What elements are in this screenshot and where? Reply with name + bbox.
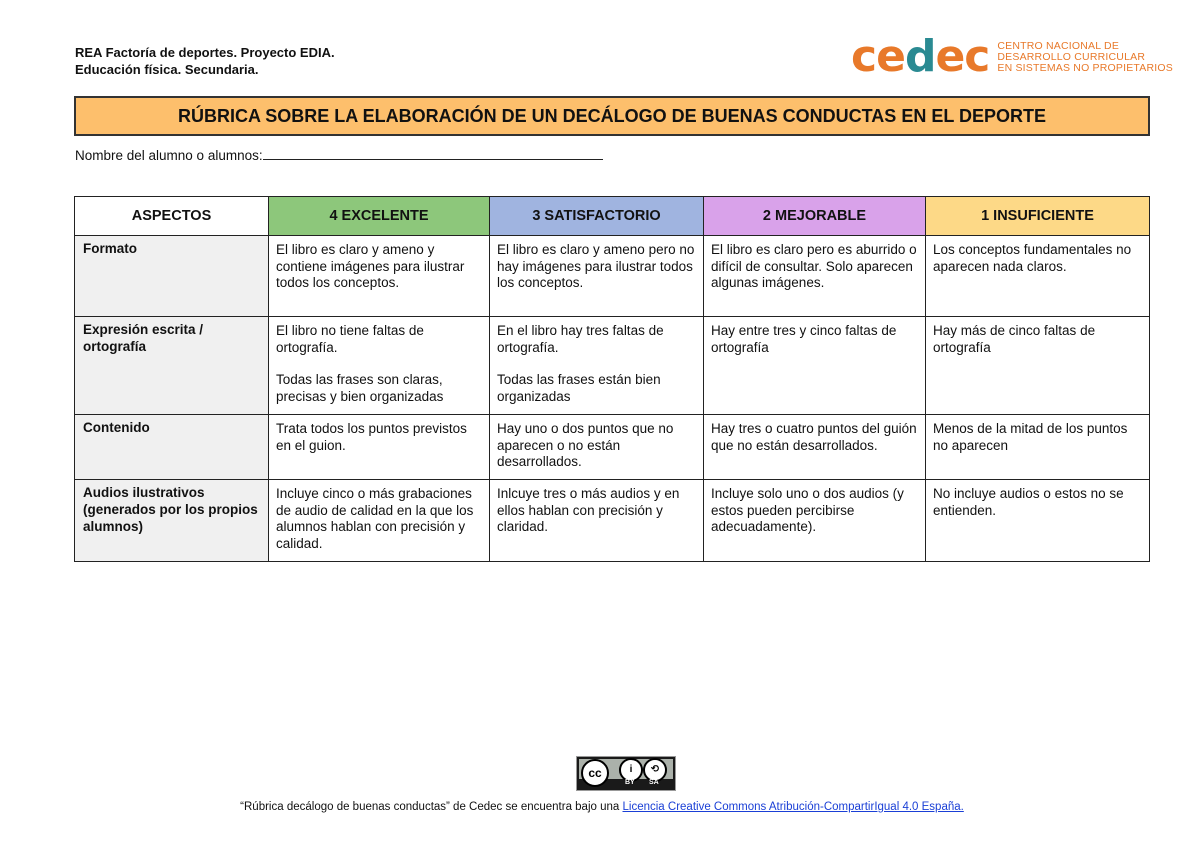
- criterion-cell: [490, 236, 704, 317]
- sa-icon: ⟲: [643, 758, 667, 782]
- cell-text: El libro no tiene faltas de ortografía.: [276, 323, 424, 355]
- criterion-cell: [269, 317, 490, 415]
- cell-text: Trata todos los puntos previstos en el guion.: [276, 421, 467, 453]
- criterion-cell: [490, 317, 704, 415]
- cell-text: Todas las frases están bien organizadas: [497, 372, 661, 404]
- table-row: [75, 415, 1150, 480]
- footer-text: “Rúbrica decálogo de buenas conductas” de Cedec se encuentra bajo una: [240, 801, 623, 813]
- criterion-cell: [490, 480, 704, 562]
- criterion-cell: [926, 480, 1150, 562]
- logo-sub-line-2: DESARROLLO CURRICULAR: [997, 50, 1146, 63]
- header-aspectos: ASPECTOS: [75, 197, 269, 236]
- by-icon: i: [619, 758, 643, 782]
- cedec-logo-subtitle: [997, 41, 1173, 74]
- cell-text: El libro es claro pero es aburrido o difícil de consultar. Solo aparecen algunas imágenes.: [711, 242, 917, 290]
- aspect-cell: Contenido: [75, 415, 269, 480]
- criterion-cell: [704, 480, 926, 562]
- criterion-cell: [704, 415, 926, 480]
- criterion-cell: [269, 236, 490, 317]
- aspect-cell: Expresión escrita / ortografía: [75, 317, 269, 415]
- license-footer: [0, 801, 1204, 813]
- criterion-cell: [269, 415, 490, 480]
- student-name-field: [75, 147, 603, 163]
- document-header: [75, 44, 335, 78]
- sa-label: SA: [649, 779, 659, 786]
- cell-text: El libro es claro y ameno pero no hay imágenes para ilustrar todos los conceptos.: [497, 242, 695, 290]
- header-satisfactorio: 3 SATISFACTORIO: [490, 197, 704, 236]
- cell-text: Los conceptos fundamentales no aparecen nada claros.: [933, 242, 1132, 274]
- criterion-cell: [926, 415, 1150, 480]
- by-label: BY: [625, 779, 635, 786]
- cell-text: Hay tres o cuatro puntos del guión que no están desarrollados.: [711, 421, 917, 453]
- rubric-header-row: [75, 197, 1150, 236]
- cell-text: Hay entre tres y cinco faltas de ortografía: [711, 323, 897, 355]
- criterion-cell: [490, 415, 704, 480]
- cc-by-sa-badge: [576, 756, 676, 791]
- cell-text: Inlcuye tres o más audios y en ellos hablan con precisión y claridad.: [497, 486, 680, 534]
- logo-sub-line-3: EN SISTEMAS NO PROPIETARIOS: [997, 61, 1173, 74]
- cell-text: Menos de la mitad de los puntos no aparecen: [933, 421, 1128, 453]
- table-row: [75, 480, 1150, 562]
- cell-text: Incluye solo uno o dos audios (y estos pueden percibirse adecuadamente).: [711, 486, 904, 534]
- criterion-cell: [704, 236, 926, 317]
- table-row: [75, 317, 1150, 415]
- cell-text: Hay más de cinco faltas de ortografía: [933, 323, 1096, 355]
- header-mejorable: 2 MEJORABLE: [704, 197, 926, 236]
- cell-text: El libro es claro y ameno y contiene imágenes para ilustrar todos los conceptos.: [276, 242, 465, 290]
- logo-part-3: ec: [935, 31, 990, 82]
- cell-text: Hay uno o dos puntos que no aparecen o no están desarrollados.: [497, 421, 674, 469]
- cedec-logo: [851, 31, 1173, 82]
- table-row: [75, 236, 1150, 317]
- header-excelente: 4 EXCELENTE: [269, 197, 490, 236]
- criterion-cell: [269, 480, 490, 562]
- cell-text: Todas las frases son claras, precisas y bien organizadas: [276, 372, 444, 404]
- aspect-cell: Formato: [75, 236, 269, 317]
- cell-text: En el libro hay tres faltas de ortografía.: [497, 323, 664, 355]
- logo-sub-line-1: CENTRO NACIONAL DE: [997, 39, 1120, 52]
- criterion-cell: [704, 317, 926, 415]
- rubric-table: [74, 196, 1150, 562]
- rubric-title: RÚBRICA SOBRE LA ELABORACIÓN DE UN DECÁLOGO DE BUENAS CONDUCTAS EN EL DEPORTE: [74, 96, 1150, 136]
- cell-text: Incluye cinco o más grabaciones de audio de calidad en la que los alumnos hablan con precisión y calidad.: [276, 486, 474, 551]
- header-insuficiente: 1 INSUFICIENTE: [926, 197, 1150, 236]
- aspect-cell: Audios ilustrativos (generados por los propios alumnos): [75, 480, 269, 562]
- header-line-2: Educación física. Secundaria.: [75, 62, 259, 77]
- cell-text: No incluye audios o estos no se entienden.: [933, 486, 1124, 518]
- header-line-1: REA Factoría de deportes. Proyecto EDIA.: [75, 45, 335, 60]
- criterion-cell: [926, 317, 1150, 415]
- student-name-blank: [263, 147, 603, 160]
- license-link[interactable]: Licencia Creative Commons Atribución-CompartirIgual 4.0 España.: [622, 801, 964, 813]
- student-name-label: Nombre del alumno o alumnos:: [75, 148, 263, 163]
- logo-part-2: d: [904, 31, 936, 82]
- cc-icon: cc: [581, 759, 609, 787]
- logo-part-1: ce: [851, 31, 905, 82]
- cedec-logo-wordmark: [851, 31, 990, 82]
- criterion-cell: [926, 236, 1150, 317]
